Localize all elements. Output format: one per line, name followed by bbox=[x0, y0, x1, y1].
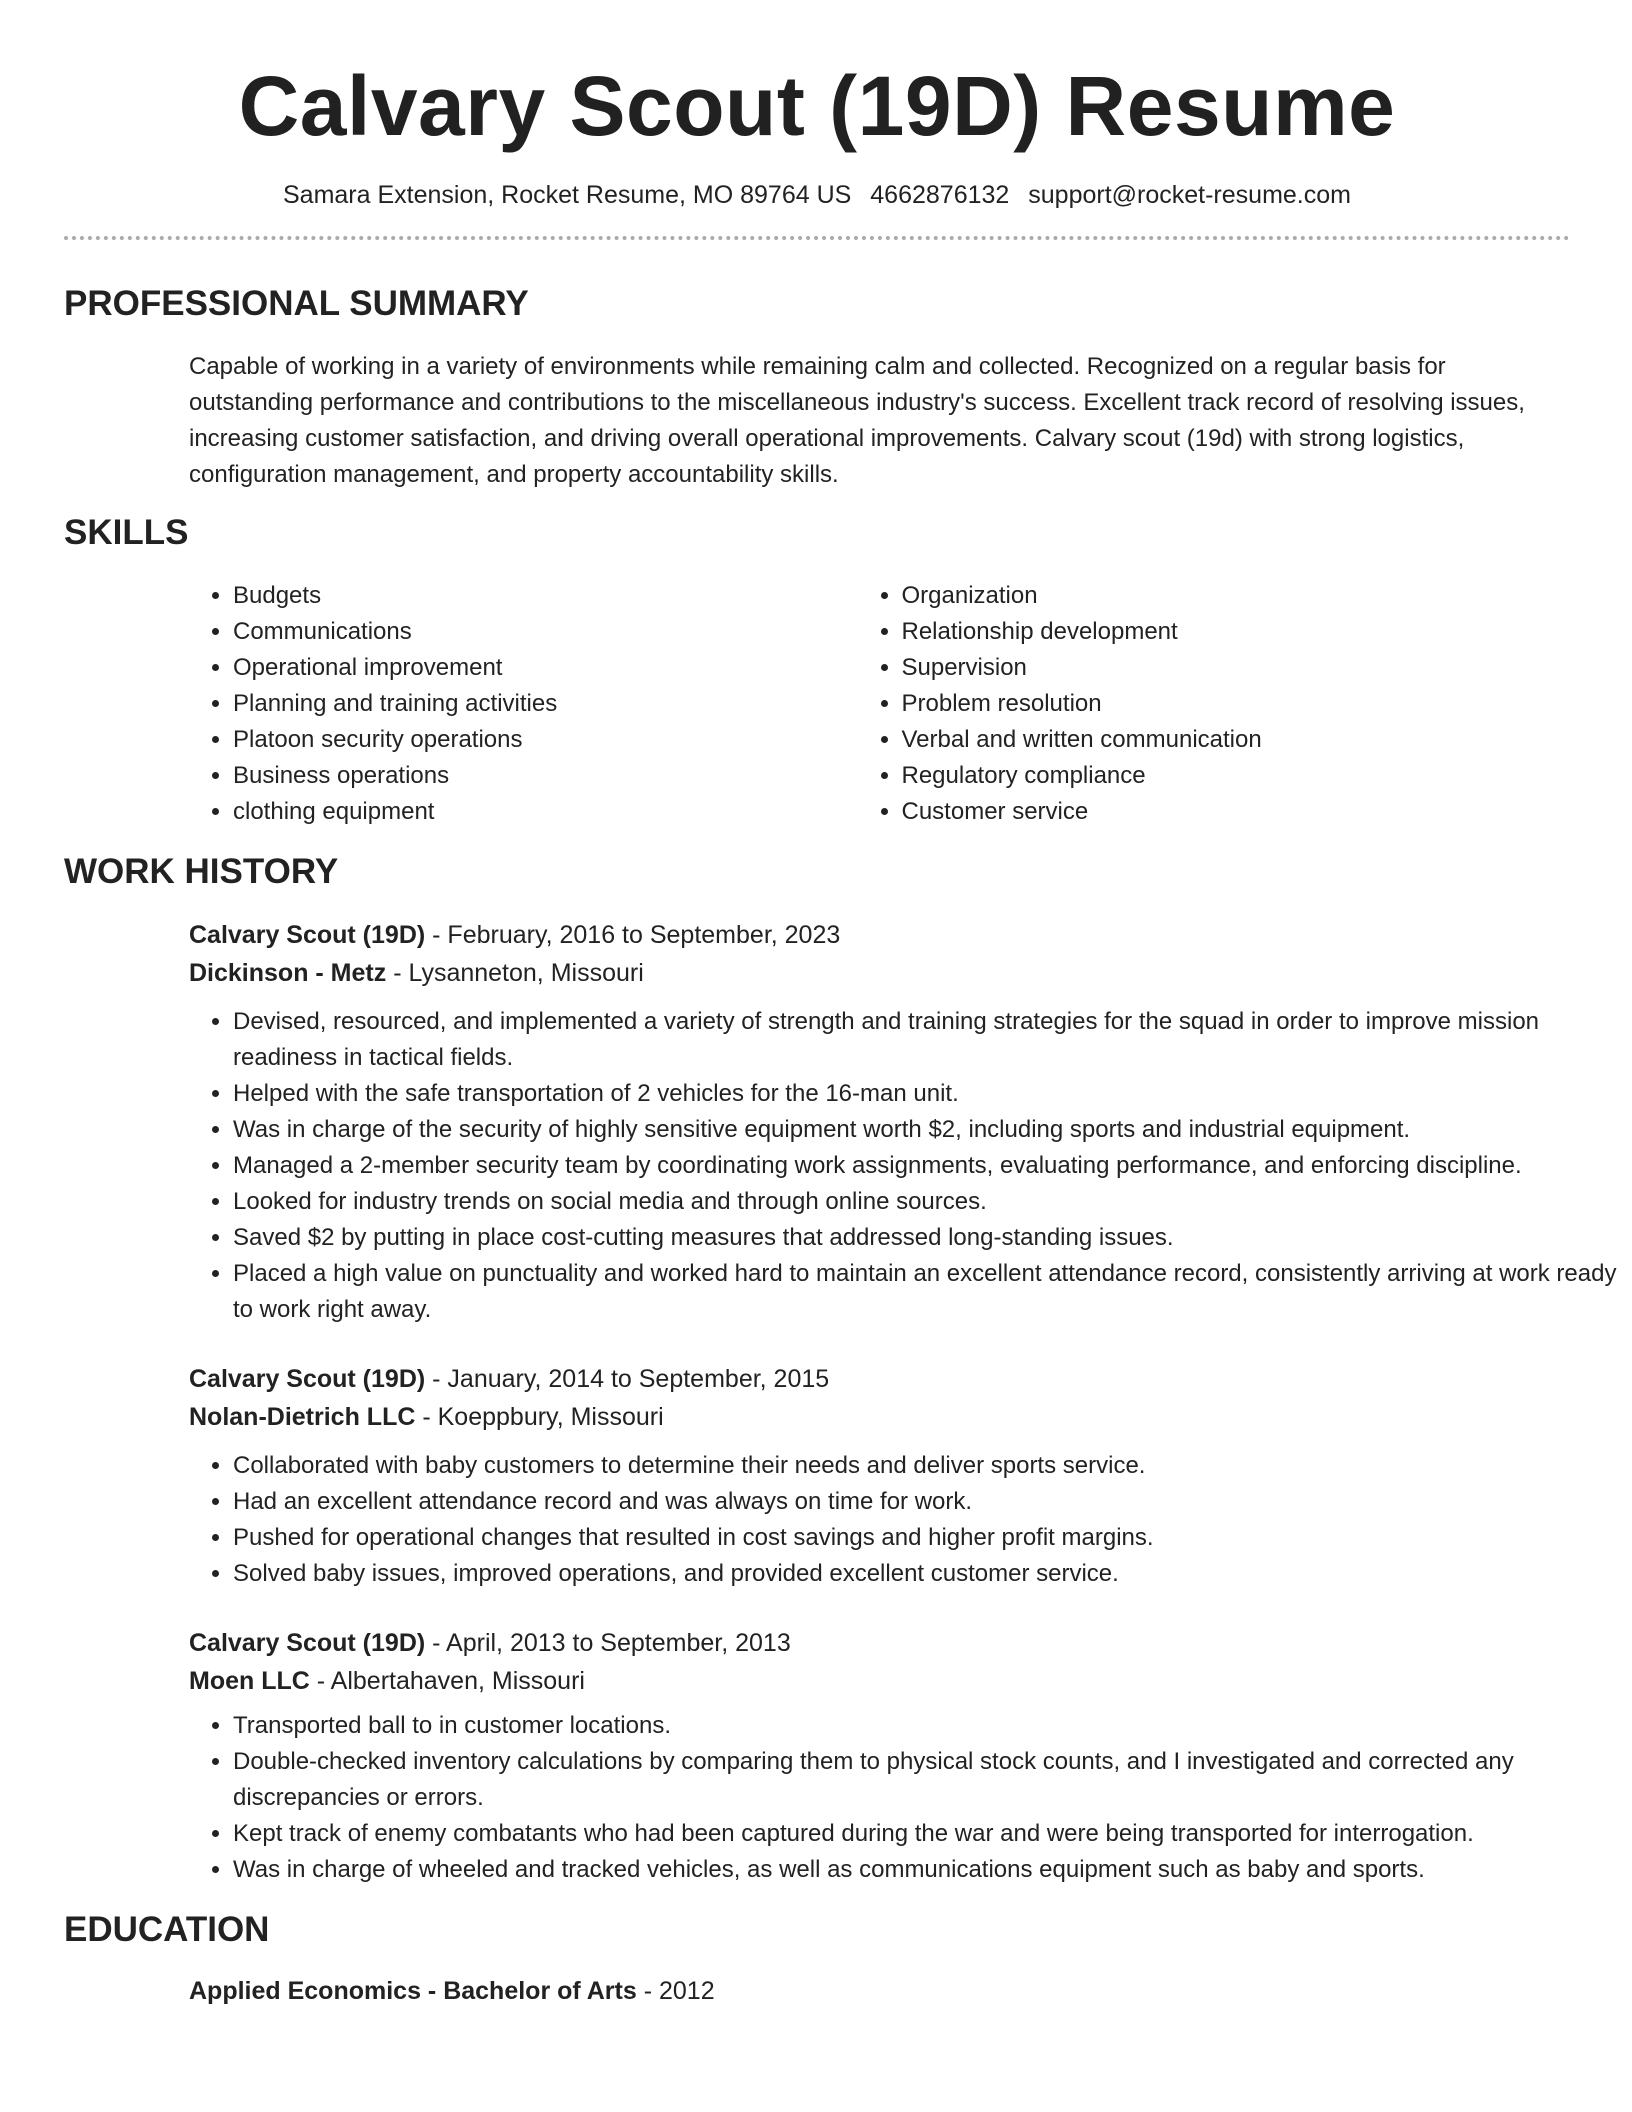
education-degree: Applied Economics - Bachelor of Arts bbox=[189, 1977, 637, 2005]
contact-line bbox=[64, 180, 1570, 210]
job-bullet: • Saved $2 by putting in place cost-cutting measures that addressed long-standing issues. bbox=[233, 1220, 1628, 1256]
job-location: - Lysanneton, Missouri bbox=[386, 959, 644, 987]
job-location: - Koeppbury, Missouri bbox=[415, 1403, 664, 1431]
job-dates: - April, 2013 to September, 2013 bbox=[425, 1629, 791, 1657]
email-text: support@rocket-resume.com bbox=[1028, 181, 1351, 209]
job-title-line bbox=[189, 1624, 1570, 1662]
job-bullets bbox=[189, 1708, 1628, 1888]
skill-item: • clothing equipment bbox=[233, 794, 902, 830]
skills-column-right bbox=[902, 578, 1571, 830]
job-employer-line bbox=[189, 1398, 1570, 1436]
header-divider bbox=[64, 236, 1570, 240]
job-employer: Nolan-Dietrich LLC bbox=[189, 1403, 416, 1431]
skill-item: • Operational improvement bbox=[233, 650, 902, 686]
education-year: - 2012 bbox=[636, 1977, 715, 2005]
job-title-line bbox=[189, 916, 1570, 954]
job-title: Calvary Scout (19D) bbox=[189, 921, 426, 949]
skill-item: • Problem resolution bbox=[902, 686, 1571, 722]
job-bullets bbox=[189, 1004, 1628, 1328]
job-title: Calvary Scout (19D) bbox=[189, 1365, 426, 1393]
job-employer: Dickinson - Metz bbox=[189, 959, 387, 987]
skill-item: • Platoon security operations bbox=[233, 722, 902, 758]
education-entry bbox=[189, 1972, 1570, 2010]
job-bullet: • Solved baby issues, improved operations, and provided excellent customer service. bbox=[233, 1556, 1628, 1592]
job-bullet: • Pushed for operational changes that resulted in cost savings and higher profit margins. bbox=[233, 1520, 1628, 1556]
address-text: Samara Extension, Rocket Resume, MO 89764 US bbox=[283, 181, 852, 209]
job-dates: - January, 2014 to September, 2015 bbox=[425, 1365, 830, 1393]
job-entry bbox=[189, 1624, 1570, 1888]
resume-page bbox=[64, 0, 1617, 2010]
summary-text: Capable of working in a variety of environments while remaining calm and collected. Recognized on a regular basis for outstanding performance and contributions to the miscellaneous industry's success. Excellent track record of resolving issues, increasing customer satisfaction, and driving overall operational improvements. Calvary scout (19d) with strong logistics, configuration management, and property accountability skills. bbox=[189, 353, 1525, 488]
skill-item: • Communications bbox=[233, 614, 902, 650]
summary-heading: PROFESSIONAL SUMMARY bbox=[64, 284, 529, 323]
job-bullet: • Collaborated with baby customers to determine their needs and deliver sports service. bbox=[233, 1448, 1628, 1484]
job-bullets bbox=[189, 1448, 1628, 1592]
job-title-line bbox=[189, 1360, 1570, 1398]
job-bullet: • Devised, resourced, and implemented a variety of strength and training strategies for the squad in order to improve mission readiness in tactical fields. bbox=[233, 1004, 1628, 1076]
job-bullet: • Managed a 2-member security team by coordinating work assignments, evaluating performance, and enforcing discipline. bbox=[233, 1148, 1628, 1184]
job-bullet: • Transported ball to in customer locations. bbox=[233, 1708, 1628, 1744]
skills-heading: SKILLS bbox=[64, 513, 189, 552]
job-entry bbox=[189, 1360, 1570, 1592]
skill-item: • Customer service bbox=[902, 794, 1571, 830]
skills-list bbox=[189, 578, 1570, 830]
job-title: Calvary Scout (19D) bbox=[189, 1629, 426, 1657]
resume-title: Calvary Scout (19D) Resume bbox=[238, 59, 1396, 153]
job-bullet: • Double-checked inventory calculations by comparing them to physical stock counts, and I investigated and corrected any discrepancies or errors. bbox=[233, 1744, 1628, 1816]
job-bullet: • Was in charge of wheeled and tracked vehicles, as well as communications equipment such as baby and sports. bbox=[233, 1852, 1628, 1888]
job-bullet: • Looked for industry trends on social media and through online sources. bbox=[233, 1184, 1628, 1220]
job-bullet: • Was in charge of the security of highly sensitive equipment worth $2, including sports and industrial equipment. bbox=[233, 1112, 1628, 1148]
skill-item: • Supervision bbox=[902, 650, 1571, 686]
skill-item: • Verbal and written communication bbox=[902, 722, 1571, 758]
job-employer: Moen LLC bbox=[189, 1667, 310, 1695]
skill-item: • Regulatory compliance bbox=[902, 758, 1571, 794]
education-heading: EDUCATION bbox=[64, 1910, 270, 1949]
skill-item: • Budgets bbox=[233, 578, 902, 614]
job-dates: - February, 2016 to September, 2023 bbox=[425, 921, 841, 949]
job-bullet: • Had an excellent attendance record and was always on time for work. bbox=[233, 1484, 1628, 1520]
job-employer-line bbox=[189, 954, 1570, 992]
skill-item: • Planning and training activities bbox=[233, 686, 902, 722]
job-entry bbox=[189, 916, 1617, 1328]
job-employer-line bbox=[189, 1662, 1570, 1700]
work-history-heading: WORK HISTORY bbox=[64, 852, 339, 891]
job-bullet: • Helped with the safe transportation of 2 vehicles for the 16-man unit. bbox=[233, 1076, 1628, 1112]
job-bullet: • Placed a high value on punctuality and worked hard to maintain an excellent attendance record, consistently arriving at work ready to work right away. bbox=[233, 1256, 1628, 1328]
skills-column-left bbox=[189, 578, 902, 830]
skill-item: • Business operations bbox=[233, 758, 902, 794]
job-bullet: • Kept track of enemy combatants who had been captured during the war and were being transported for interrogation. bbox=[233, 1816, 1628, 1852]
phone-text: 4662876132 bbox=[870, 181, 1010, 209]
job-location: - Albertahaven, Missouri bbox=[309, 1667, 585, 1695]
skill-item: • Organization bbox=[902, 578, 1571, 614]
skill-item: • Relationship development bbox=[902, 614, 1571, 650]
